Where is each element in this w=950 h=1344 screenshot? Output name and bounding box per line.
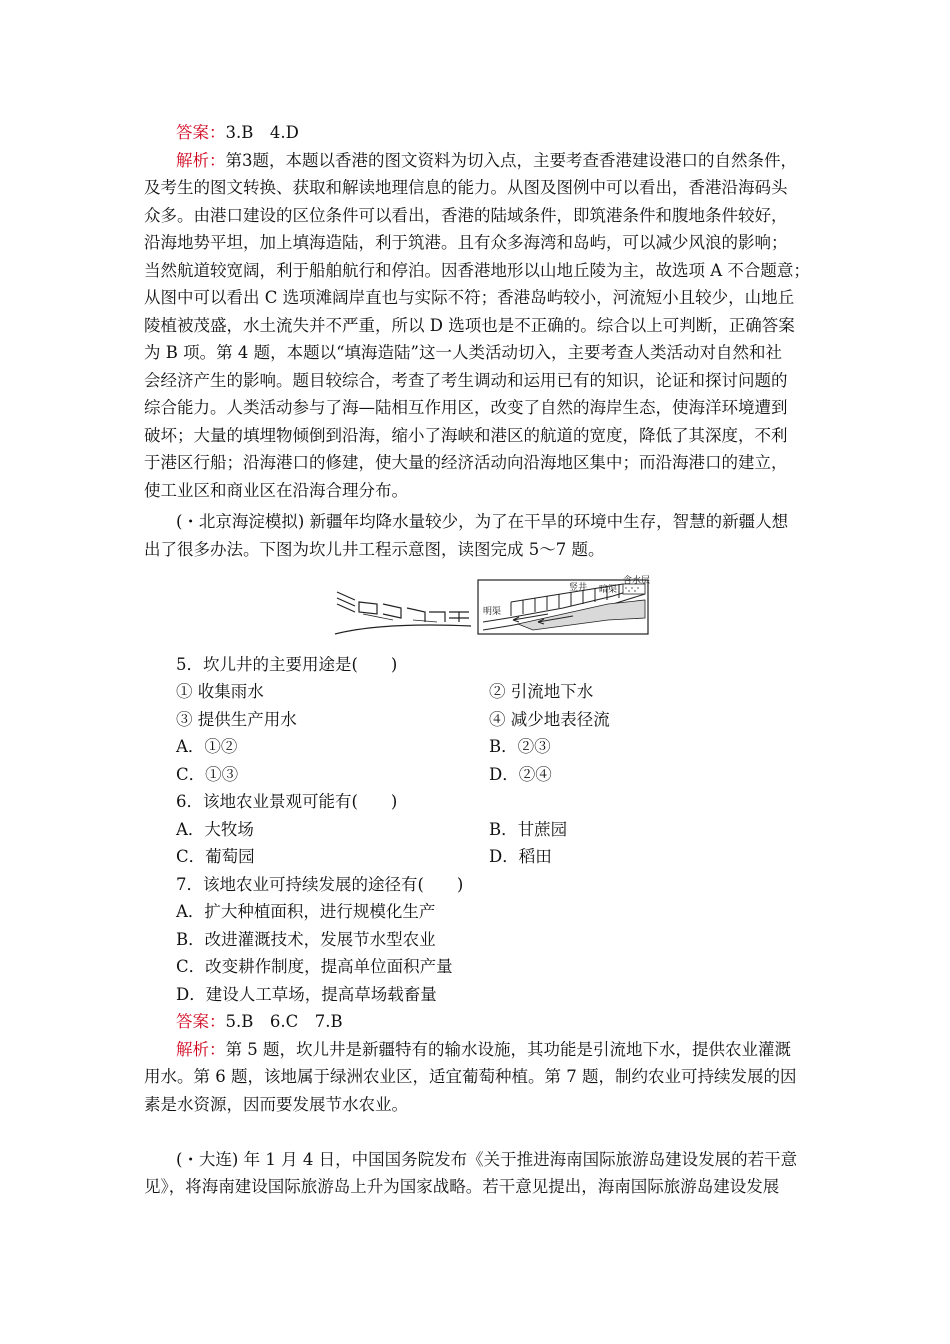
question-6-stem: 6．该地农业景观可能有( ) bbox=[176, 792, 398, 811]
analysis-line: 众多。由港口建设的区位条件可以看出，香港的陆域条件，即筑港条件和腹地条件较好， bbox=[144, 206, 788, 225]
analysis-text: 第3题，本题以香港的图文资料为切入点，主要考查香港建设港口的自然条件， bbox=[225, 151, 797, 170]
question-7-stem: 7．该地农业可持续发展的途径有( ) bbox=[176, 875, 464, 894]
question-5-stem: 5．坎儿井的主要用途是( ) bbox=[176, 655, 398, 674]
answer-text: 3.B 4.D bbox=[225, 123, 299, 142]
q7-option-a: A．扩大种植面积，进行规模化生产 bbox=[176, 902, 436, 921]
analysis-line: 使工业区和商业区在沿海合理分布。 bbox=[144, 481, 408, 500]
intro-line: (・大连) 年 1 月 4 日，中国国务院发布《关于推进海南国际旅游岛建设发展的若干意 bbox=[176, 1150, 798, 1169]
answer-line-2 bbox=[176, 1012, 343, 1032]
q6-option-a: A．大牧场 bbox=[176, 820, 254, 839]
answer-label: 答案： bbox=[176, 1012, 226, 1031]
analysis-line: 综合能力。人类活动参与了海—陆相互作用区，改变了自然的海岸生态，使海洋环境遭到 bbox=[144, 398, 788, 417]
analysis-line: 用水。第 6 题，该地属于绿洲农业区，适宜葡萄种植。第 7 题，制约农业可持续发展的因 bbox=[144, 1067, 797, 1086]
intro-line: 见》，将海南建设国际旅游岛上升为国家战略。若干意见提出，海南国际旅游岛建设发展 bbox=[144, 1177, 780, 1196]
dark-channel-label: 暗渠 bbox=[599, 585, 618, 595]
analysis-line: 陵植被茂盛，水土流失并不严重，所以 D 选项也是不正确的。综合以上可判断，正确答案 bbox=[144, 316, 795, 335]
karez-left-panel bbox=[335, 592, 471, 634]
q7-option-d: D．建设人工草场，提高草场载畜量 bbox=[176, 985, 437, 1004]
karez-right-panel bbox=[478, 574, 650, 634]
q5-statement-2: ② 引流地下水 bbox=[489, 682, 594, 701]
intro-line: (・北京海淀模拟) 新疆年均降水量较少，为了在干旱的环境中生存，智慧的新疆人想 bbox=[176, 512, 789, 531]
q5-statement-3: ③ 提供生产用水 bbox=[176, 710, 297, 729]
shaft-label: 竖井 bbox=[569, 583, 588, 593]
q5-option-c: C．①③ bbox=[176, 765, 239, 784]
analysis-line: 素是水资源，因而要发展节水农业。 bbox=[144, 1095, 408, 1114]
answer-text: 5.B 6.C 7.B bbox=[225, 1012, 343, 1031]
analysis-line: 为 B 项。第 4 题，本题以“填海造陆”这一人类活动切入，主要考查人类活动对自然和社 bbox=[144, 343, 782, 362]
analysis-label: 解析： bbox=[176, 1040, 226, 1059]
q7-option-c: C．改变耕作制度，提高单位面积产量 bbox=[176, 957, 453, 976]
analysis-line: 于港区行船；沿海港口的修建，使大量的经济活动向沿海地区集中；而沿海港口的建立， bbox=[144, 453, 788, 472]
analysis-line bbox=[176, 151, 797, 171]
q5-option-a: A．①② bbox=[176, 737, 238, 756]
analysis-line: 从图中可以看出 C 选项滩阔岸直也与实际不符；香港岛屿较小，河流短小且较少，山地丘 bbox=[144, 288, 795, 307]
answer-line-1 bbox=[176, 123, 299, 143]
q5-statement-1: ① 收集雨水 bbox=[176, 682, 264, 701]
analysis-line: 及考生的图文转换、获取和解读地理信息的能力。从图及图例中可以看出，香港沿海码头 bbox=[144, 178, 788, 197]
open-channel-label: 明渠 bbox=[483, 607, 502, 617]
q5-option-d: D．②④ bbox=[489, 765, 552, 784]
aquifer-label: 含水层 bbox=[623, 576, 651, 586]
q5-statement-4: ④ 减少地表径流 bbox=[489, 710, 610, 729]
intro-line: 出了很多办法。下图为坎儿井工程示意图，读图完成 5～7 题。 bbox=[144, 540, 605, 559]
analysis-line: 会经济产生的影响。题目较综合，考查了考生调动和运用已有的知识，论证和探讨问题的 bbox=[144, 371, 788, 390]
q6-option-d: D．稻田 bbox=[489, 847, 552, 866]
analysis-line: 破坏；大量的填埋物倾倒到沿海，缩小了海峡和港区的航道的宽度，降低了其深度，不利 bbox=[144, 426, 788, 445]
q7-option-b: B．改进灌溉技术，发展节水型农业 bbox=[176, 930, 436, 949]
q5-option-b: B．②③ bbox=[489, 737, 551, 756]
analysis-line: 沿海地势平坦，加上填海造陆，利于筑港。且有众多海湾和岛屿，可以减少风浪的影响； bbox=[144, 233, 788, 252]
q6-option-c: C．葡萄园 bbox=[176, 847, 255, 866]
analysis-line: 当然航道较宽阔，利于船舶航行和停泊。因香港地形以山地丘陵为主，故选项 A 不合题意； bbox=[144, 261, 810, 280]
analysis-label: 解析： bbox=[176, 151, 226, 170]
answer-label: 答案： bbox=[176, 123, 226, 142]
q6-option-b: B．甘蔗园 bbox=[489, 820, 568, 839]
analysis-line bbox=[176, 1040, 791, 1060]
karez-diagram bbox=[333, 574, 651, 636]
analysis-text: 第 5 题，坎儿井是新疆特有的输水设施，其功能是引流地下水，提供农业灌溉 bbox=[225, 1040, 791, 1059]
